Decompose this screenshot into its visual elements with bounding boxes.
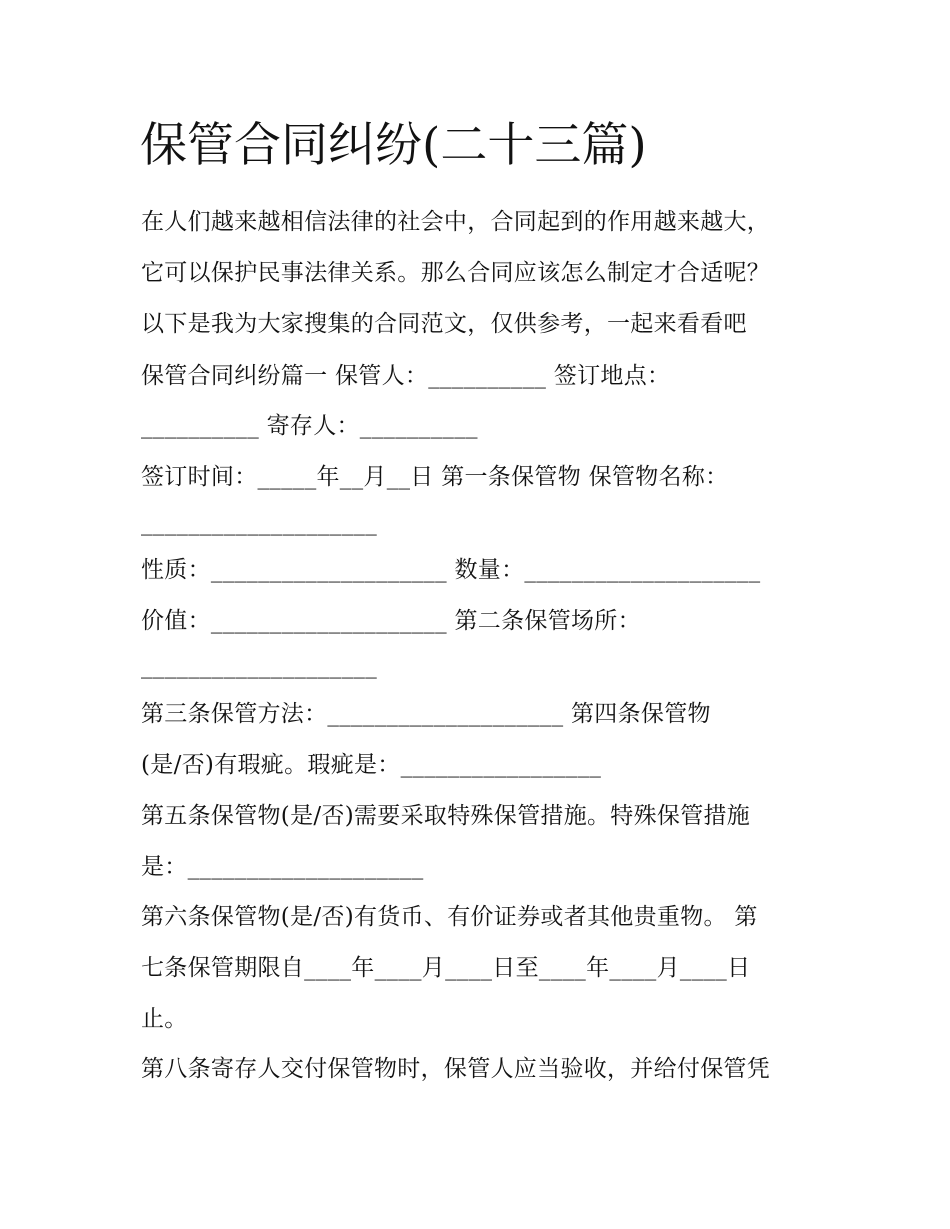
body-line: 签订时间：_____年__月__日 第一条保管物 保管物名称： <box>141 464 729 490</box>
document-title: 保管合同纠纷(二十三篇) <box>140 118 647 173</box>
body-line: 性质：____________________ 数量：____________________ <box>141 557 761 583</box>
body-line: 第六条保管物(是/否)有货币、有价证券或者其他贵重物。 第 <box>141 904 758 930</box>
body-line: 第三条保管方法：____________________ 第四条保管物 <box>141 701 711 727</box>
body-line: 是：____________________ <box>141 854 424 880</box>
body-line: 在人们越来越相信法律的社会中，合同起到的作用越来越大， <box>141 209 771 235</box>
body-line: 第五条保管物(是/否)需要采取特殊保管措施。特殊保管措施 <box>141 803 751 829</box>
body-line: 保管合同纠纷篇一 保管人：__________ 签订地点： <box>141 363 671 389</box>
body-line: ____________________ <box>141 510 377 536</box>
body-line: 七条保管期限自____年____月____日至____年____月____日 <box>141 955 751 981</box>
body-line: 以下是我为大家搜集的合同范文，仅供参考，一起来看看吧 <box>141 311 747 337</box>
body-line: ____________________ <box>141 653 377 679</box>
body-line: 价值：____________________ 第二条保管场所： <box>141 608 641 634</box>
body-line: 它可以保护民事法律关系。那么合同应该怎么制定才合适呢？ <box>141 260 771 286</box>
body-line: (是/否)有瑕疵。瑕疵是：_________________ <box>141 752 602 778</box>
body-line: 第八条寄存人交付保管物时，保管人应当验收，并给付保管凭 <box>141 1056 771 1082</box>
body-line: 止。 <box>141 1006 188 1032</box>
body-line: __________ 寄存人：__________ <box>141 413 478 439</box>
